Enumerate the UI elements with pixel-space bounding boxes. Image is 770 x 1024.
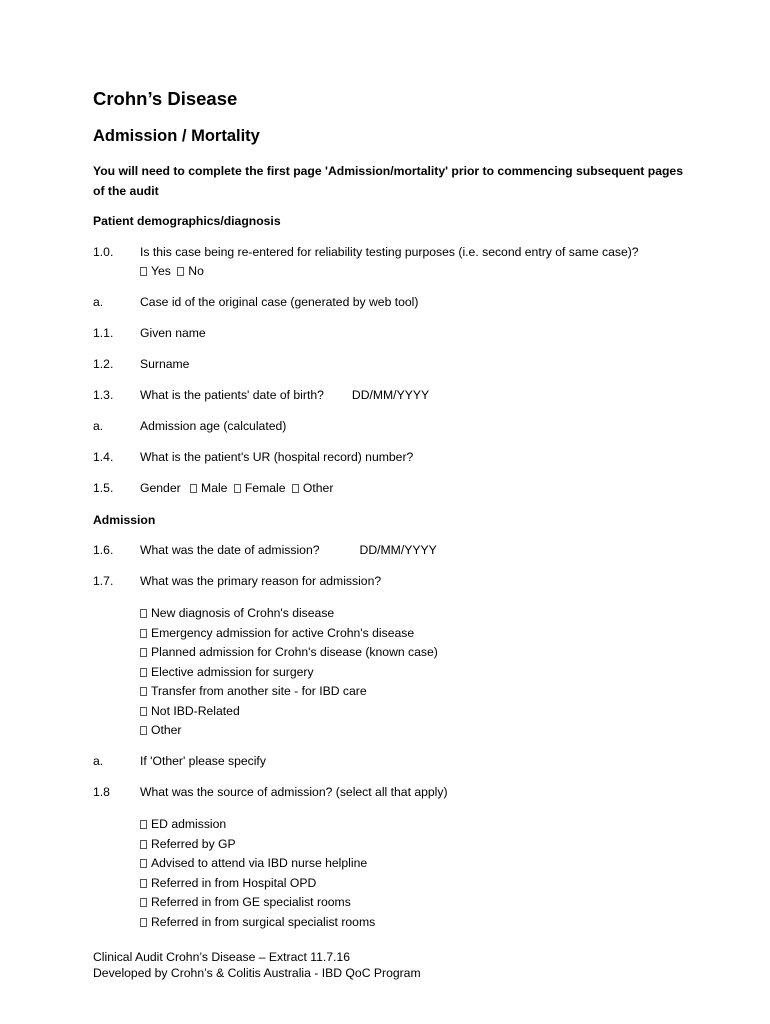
- checkbox-icon[interactable]: [140, 687, 147, 696]
- question-text: If 'Other' please specify: [140, 754, 266, 768]
- reason-option[interactable]: Other: [140, 723, 181, 737]
- checkbox-icon[interactable]: [140, 629, 147, 638]
- question-number: 1.4.: [93, 450, 114, 464]
- reason-option[interactable]: Planned admission for Crohn's disease (known case): [140, 645, 438, 659]
- checkbox-icon[interactable]: [140, 918, 147, 927]
- source-option[interactable]: Advised to attend via IBD nurse helpline: [140, 856, 367, 870]
- page-subtitle: Admission / Mortality: [93, 127, 260, 145]
- question-text: What is the patients' date of birth?: [140, 388, 324, 402]
- checkbox-icon[interactable]: [140, 840, 147, 849]
- section-heading-admission: Admission: [93, 513, 156, 527]
- question-number: 1.3.: [93, 388, 114, 402]
- checkbox-icon[interactable]: [140, 648, 147, 657]
- reason-option[interactable]: New diagnosis of Crohn's disease: [140, 606, 334, 620]
- reason-option[interactable]: Transfer from another site - for IBD care: [140, 684, 367, 698]
- question-text: What was the source of admission? (select all that apply): [140, 785, 448, 799]
- question-number: 1.0.: [93, 245, 114, 259]
- checkbox-icon[interactable]: [140, 859, 147, 868]
- question-text: What is the patient's UR (hospital record) number?: [140, 450, 414, 464]
- question-text: What was the date of admission?: [140, 543, 320, 557]
- option-female[interactable]: Female: [234, 479, 286, 499]
- source-option[interactable]: Referred by GP: [140, 837, 236, 851]
- intro-instructions: You will need to complete the first page 'Admission/mortality' prior to commencing subsequent pages of the audit: [93, 164, 683, 198]
- checkbox-icon[interactable]: [177, 267, 184, 276]
- question-number: 1.1.: [93, 326, 114, 340]
- source-option[interactable]: Referred in from surgical specialist rooms: [140, 915, 375, 929]
- checkbox-icon[interactable]: [292, 484, 299, 493]
- question-text: Gender: [140, 481, 181, 495]
- checkbox-icon[interactable]: [234, 484, 241, 493]
- question-text: Admission age (calculated): [140, 419, 287, 433]
- question-text: Surname: [140, 357, 190, 371]
- question-number: 1.2.: [93, 357, 114, 371]
- reason-option[interactable]: Elective admission for surgery: [140, 665, 314, 679]
- checkbox-icon[interactable]: [140, 707, 147, 716]
- question-number: 1.7.: [93, 574, 114, 588]
- page-title: Crohn’s Disease: [93, 88, 238, 109]
- checkbox-icon[interactable]: [140, 898, 147, 907]
- question-number: a.: [93, 419, 104, 433]
- question-number: 1.8: [93, 785, 110, 799]
- option-yes[interactable]: Yes: [140, 264, 171, 278]
- checkbox-icon[interactable]: [190, 484, 197, 493]
- question-text: Is this case being re-entered for reliability testing purposes (i.e. second entry of same case)?: [140, 245, 639, 259]
- source-option[interactable]: ED admission: [140, 817, 226, 831]
- checkbox-icon[interactable]: [140, 726, 147, 735]
- date-format-hint: DD/MM/YYYY: [359, 543, 437, 557]
- checkbox-icon[interactable]: [140, 668, 147, 677]
- option-other[interactable]: Other: [292, 479, 333, 499]
- reason-option[interactable]: Emergency admission for active Crohn's disease: [140, 626, 414, 640]
- reason-option[interactable]: Not IBD-Related: [140, 704, 240, 718]
- question-number: a.: [93, 754, 104, 768]
- reentry-options: [140, 264, 207, 278]
- question-text: What was the primary reason for admission?: [140, 574, 382, 588]
- checkbox-icon[interactable]: [140, 267, 147, 276]
- checkbox-icon[interactable]: [140, 879, 147, 888]
- footer-line-2: Developed by Crohn’s & Colitis Australia - IBD QoC Program: [93, 966, 421, 980]
- question-number: a.: [93, 295, 104, 309]
- section-heading-demographics: Patient demographics/diagnosis: [93, 214, 281, 228]
- footer-line-1: Clinical Audit Crohn’s Disease – Extract 11.7.16: [93, 950, 350, 964]
- question-text: Case id of the original case (generated by web tool): [140, 295, 419, 309]
- date-format-hint: DD/MM/YYYY: [351, 388, 430, 402]
- question-text: Given name: [140, 326, 206, 340]
- question-number: 1.5.: [93, 481, 114, 495]
- source-option[interactable]: Referred in from Hospital OPD: [140, 876, 316, 890]
- question-number: 1.6.: [93, 543, 114, 557]
- checkbox-icon[interactable]: [140, 609, 147, 618]
- checkbox-icon[interactable]: [140, 820, 147, 829]
- option-male[interactable]: Male: [190, 479, 227, 499]
- option-no[interactable]: No: [177, 264, 204, 278]
- source-option[interactable]: Referred in from GE specialist rooms: [140, 895, 351, 909]
